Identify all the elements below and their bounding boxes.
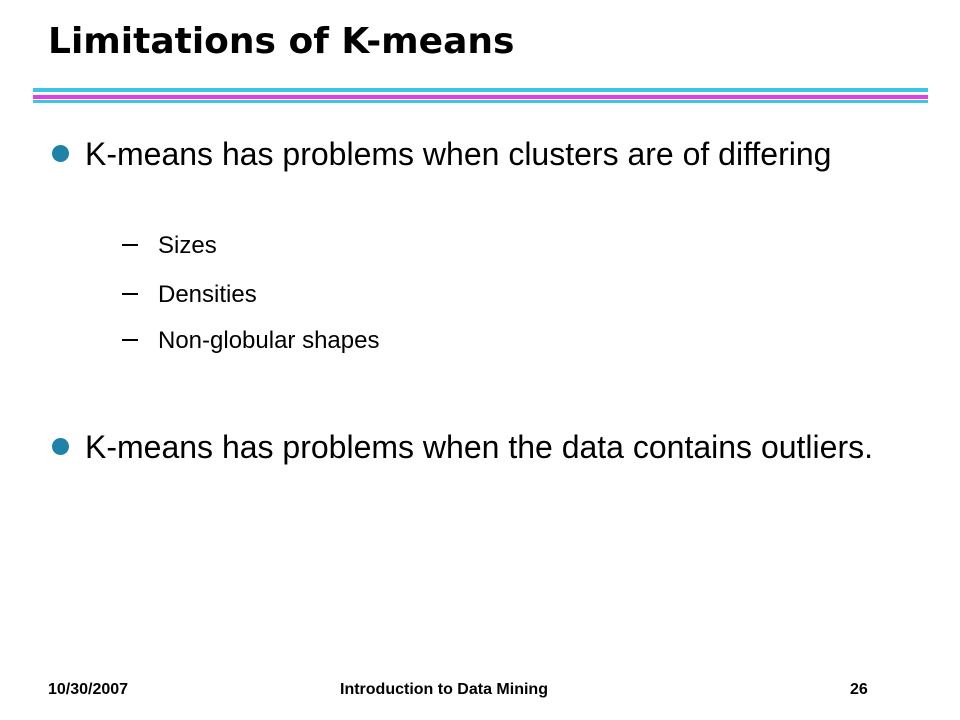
sub-item bbox=[122, 327, 379, 355]
sub-item bbox=[122, 232, 217, 260]
bullet-dot-icon bbox=[52, 438, 69, 455]
dash-icon bbox=[122, 244, 138, 246]
sub-item-label: Densities bbox=[158, 281, 257, 308]
sub-item-label: Non-globular shapes bbox=[158, 327, 380, 354]
bullet-dot-icon bbox=[52, 145, 69, 162]
footer-course-title: Introduction to Data Mining bbox=[340, 681, 548, 698]
title-underline-gap bbox=[33, 93, 928, 94]
title-underline-magenta bbox=[33, 95, 928, 99]
bullet-text: K-means has problems when the data contains outliers. bbox=[85, 429, 873, 465]
title-underline-cyan-bottom bbox=[33, 100, 928, 103]
sub-item-label: Sizes bbox=[158, 232, 217, 259]
footer-page-number: 26 bbox=[850, 681, 868, 698]
dash-icon bbox=[122, 293, 138, 295]
dash-icon bbox=[122, 339, 138, 341]
sub-item bbox=[122, 281, 257, 309]
title-underline-cyan-top bbox=[33, 88, 928, 92]
footer-date: 10/30/2007 bbox=[48, 681, 129, 698]
bullet-text: K-means has problems when clusters are of differing bbox=[85, 136, 832, 172]
slide-title: Limitations of K-means bbox=[48, 21, 515, 62]
